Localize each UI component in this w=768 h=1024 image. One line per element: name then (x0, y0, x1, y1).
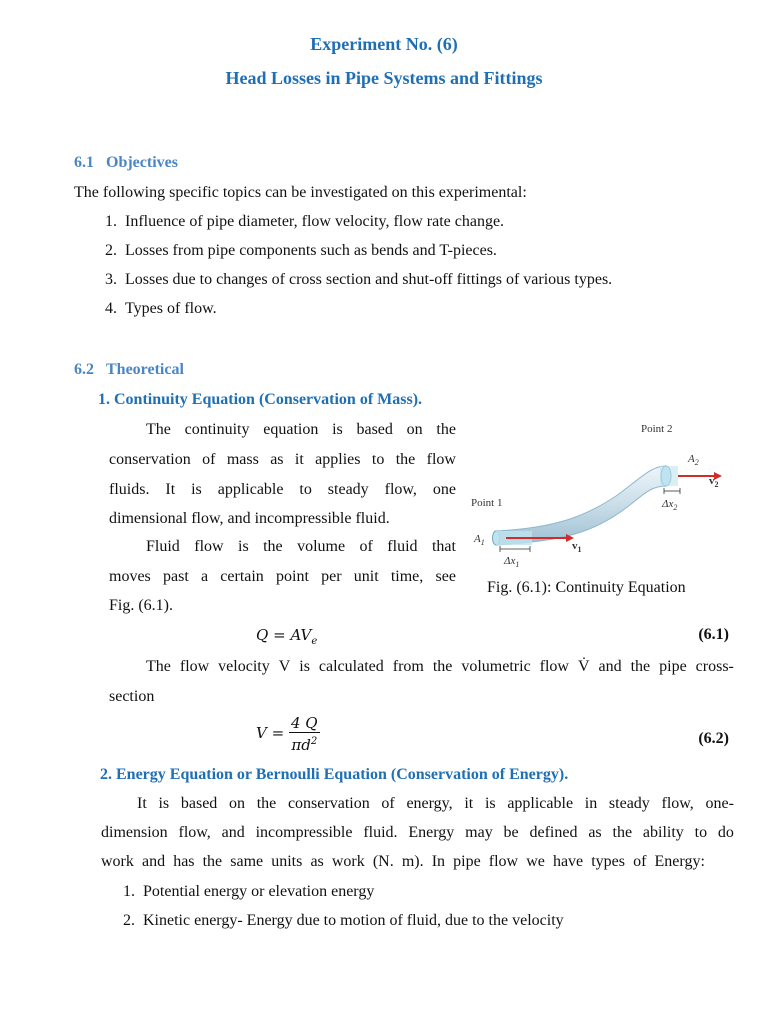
dx2-label: $\Delta x_2$ (662, 498, 678, 512)
objective-item: 3. Losses due to changes of cross section and shut-off fittings of various types. (105, 271, 613, 288)
word: moves (109, 568, 151, 585)
point2-label: Point 2 (641, 423, 673, 435)
word: same (230, 853, 264, 870)
word: flow (194, 538, 224, 555)
eq-lhs: Q (256, 626, 269, 644)
energy-item-text: Potential energy or elevation energy (143, 883, 375, 900)
word: pipe (453, 853, 481, 870)
word: work (331, 853, 365, 870)
objective-item-text: Types of flow. (125, 300, 217, 317)
para-line (146, 421, 456, 439)
word: the (256, 795, 277, 812)
equation-number-6-1: (6.1) (698, 626, 729, 643)
dx1-label: $\Delta x_1$ (504, 555, 520, 569)
word: the (432, 658, 453, 675)
objective-item: 4. Types of flow. (105, 300, 217, 317)
v1-label: $v_1$ (572, 540, 582, 554)
eq-equals: = (273, 626, 286, 644)
word: incompressible (255, 824, 353, 841)
word: it (464, 795, 474, 812)
word: It (165, 481, 176, 498)
word: of (633, 853, 647, 870)
word: Fluid (146, 538, 180, 555)
word: in (584, 795, 598, 812)
word: one- (705, 795, 734, 812)
eq-denominator (291, 733, 317, 754)
word: is (238, 538, 249, 555)
para-line: section (109, 688, 155, 705)
word: as (588, 824, 602, 841)
section-heading-theoretical (74, 361, 184, 379)
word: applicable (217, 481, 284, 498)
word: flow (426, 451, 456, 468)
v2-label: $v_2$ (709, 475, 719, 489)
word: volume (297, 538, 346, 555)
section-heading-objectives (74, 154, 178, 172)
point1-label: Point 1 (471, 497, 503, 509)
objectives-intro: The following specific topics can be investigated on this experimental: (74, 184, 527, 201)
experiment-title: Head Losses in Pipe Systems and Fittings (225, 68, 543, 88)
word: the (263, 538, 283, 555)
word: work (101, 853, 134, 870)
word: cross- (695, 658, 734, 675)
para-line (109, 568, 456, 586)
word: point (276, 568, 309, 585)
word: the (436, 421, 456, 438)
word: of (381, 795, 395, 812)
para-line (109, 451, 456, 469)
word: one (432, 481, 456, 498)
word: fluids. (109, 481, 150, 498)
word: fluid (387, 538, 418, 555)
word: on (406, 421, 423, 438)
word: units (271, 853, 303, 870)
word: is (332, 421, 343, 438)
word: unit (353, 568, 379, 585)
para-line (101, 853, 705, 871)
word: is (484, 795, 496, 812)
eq-denominator-text: πd (291, 736, 311, 754)
word: V (278, 658, 291, 675)
word: that (431, 538, 456, 555)
word: of (202, 451, 216, 468)
word: has (173, 853, 195, 870)
word: Energy: (654, 853, 705, 870)
word: types (591, 853, 626, 870)
word: velocity (218, 658, 270, 675)
word: have (552, 853, 584, 870)
word: Energy (408, 824, 455, 841)
word: as (310, 853, 324, 870)
word: is (299, 658, 310, 675)
word: do (717, 824, 734, 841)
objective-item-text: Influence of pipe diameter, flow velocity, flow rate change. (125, 213, 505, 230)
word: energy, (406, 795, 453, 812)
word: the (630, 658, 651, 675)
word: fluid. (363, 824, 398, 841)
word: to (371, 451, 385, 468)
para-line: dimensional flow, and incompressible fluid. (109, 510, 390, 527)
word: In (431, 853, 446, 870)
eq-rhs: AV (290, 626, 312, 644)
word: it (294, 451, 304, 468)
word: per (321, 568, 342, 585)
energy-item: 1. Potential energy or elevation energy (123, 883, 375, 900)
word: to (694, 824, 708, 841)
eq-fraction (289, 714, 320, 754)
word: to (299, 481, 312, 498)
word: see (435, 568, 456, 585)
word: ability (642, 824, 684, 841)
word: conservation (287, 795, 370, 812)
word: as (270, 451, 284, 468)
word: and (598, 658, 622, 675)
word: continuity (184, 421, 250, 438)
para-line (109, 481, 456, 499)
a1-label: $A_1$ (474, 533, 485, 547)
eq-exponent: 2 (310, 736, 318, 747)
word: flow, (661, 795, 694, 812)
word: and (221, 824, 245, 841)
experiment-number: Experiment No. (6) (310, 34, 458, 54)
word: applicable (507, 795, 574, 812)
word: past (162, 568, 189, 585)
para-line: Fig. (6.1). (109, 597, 173, 614)
word: certain (220, 568, 264, 585)
section-title: Objectives (106, 154, 178, 171)
word: be (503, 824, 519, 841)
word: the (202, 853, 223, 870)
word: pipe (659, 658, 687, 675)
eq-subscript: e (311, 636, 318, 647)
word: flow (539, 658, 569, 675)
energy-item-text: Kinetic energy- Energy due to motion of fluid, due to the velocity (143, 912, 564, 929)
objective-item-text: Losses due to changes of cross section and shut-off fittings of various types. (125, 271, 613, 288)
word: flow (179, 658, 210, 675)
eq-equals: = (271, 724, 285, 742)
figure-caption: Fig. (6.1): Continuity Equation (487, 579, 686, 596)
word: m). (401, 853, 424, 870)
word: flow, (178, 824, 211, 841)
word: from (392, 658, 424, 675)
equation-number-6-2: (6.2) (698, 730, 729, 747)
word: steady (327, 481, 369, 498)
word: based (356, 421, 393, 438)
objective-item: 1. Influence of pipe diameter, flow velocity, flow rate change. (105, 213, 505, 230)
para-line (146, 538, 456, 556)
section-number: 6.2 (74, 361, 94, 378)
word: applies (315, 451, 361, 468)
word: defined (529, 824, 578, 841)
word: (N. (372, 853, 394, 870)
eq-numerator: 4 Q (290, 714, 318, 732)
word: conservation (109, 451, 191, 468)
word: mass (226, 451, 259, 468)
para-line (137, 795, 734, 813)
word: a (200, 568, 209, 585)
subheading-energy: 2. Energy Equation or Bernoulli Equation (Conservation of Energy). (100, 766, 569, 783)
equation-6-2 (256, 714, 320, 754)
word: is (158, 795, 170, 812)
word: is (191, 481, 202, 498)
subheading-continuity: 1. Continuity Equation (Conservation of Mass). (98, 391, 423, 408)
word: It (137, 795, 147, 812)
continuity-figure (466, 416, 734, 576)
objective-item: 2. Losses from pipe components such as bends and T-pieces. (105, 242, 497, 259)
para-line (101, 824, 734, 842)
word: V̇ (577, 658, 590, 675)
equation-6-1 (256, 626, 317, 647)
v2-arrowhead (714, 472, 722, 480)
word: steady (608, 795, 650, 812)
section-number: 6.1 (74, 154, 94, 171)
word: of (359, 538, 373, 555)
section-title: Theoretical (106, 361, 184, 378)
word: equation (263, 421, 319, 438)
word: and (141, 853, 166, 870)
objective-item-text: Losses from pipe components such as bends and T-pieces. (125, 242, 497, 259)
word: the (612, 824, 633, 841)
word: may (465, 824, 493, 841)
word: The (146, 658, 171, 675)
word: on (229, 795, 245, 812)
para-line (146, 658, 734, 676)
a2-label: $A_2$ (688, 453, 699, 467)
word: flow, (384, 481, 417, 498)
word: the (395, 451, 416, 468)
word: calculated (318, 658, 384, 675)
word: time, (390, 568, 424, 585)
word: volumetric (461, 658, 531, 675)
eq-lhs: V (256, 724, 267, 742)
word: we (526, 853, 545, 870)
word: flow (488, 853, 519, 870)
energy-item: 2. Kinetic energy- Energy due to motion of fluid, due to the velocity (123, 912, 564, 929)
word: The (146, 421, 171, 438)
word: dimension (101, 824, 168, 841)
outlet-control-volume (660, 466, 678, 486)
word: based (180, 795, 218, 812)
